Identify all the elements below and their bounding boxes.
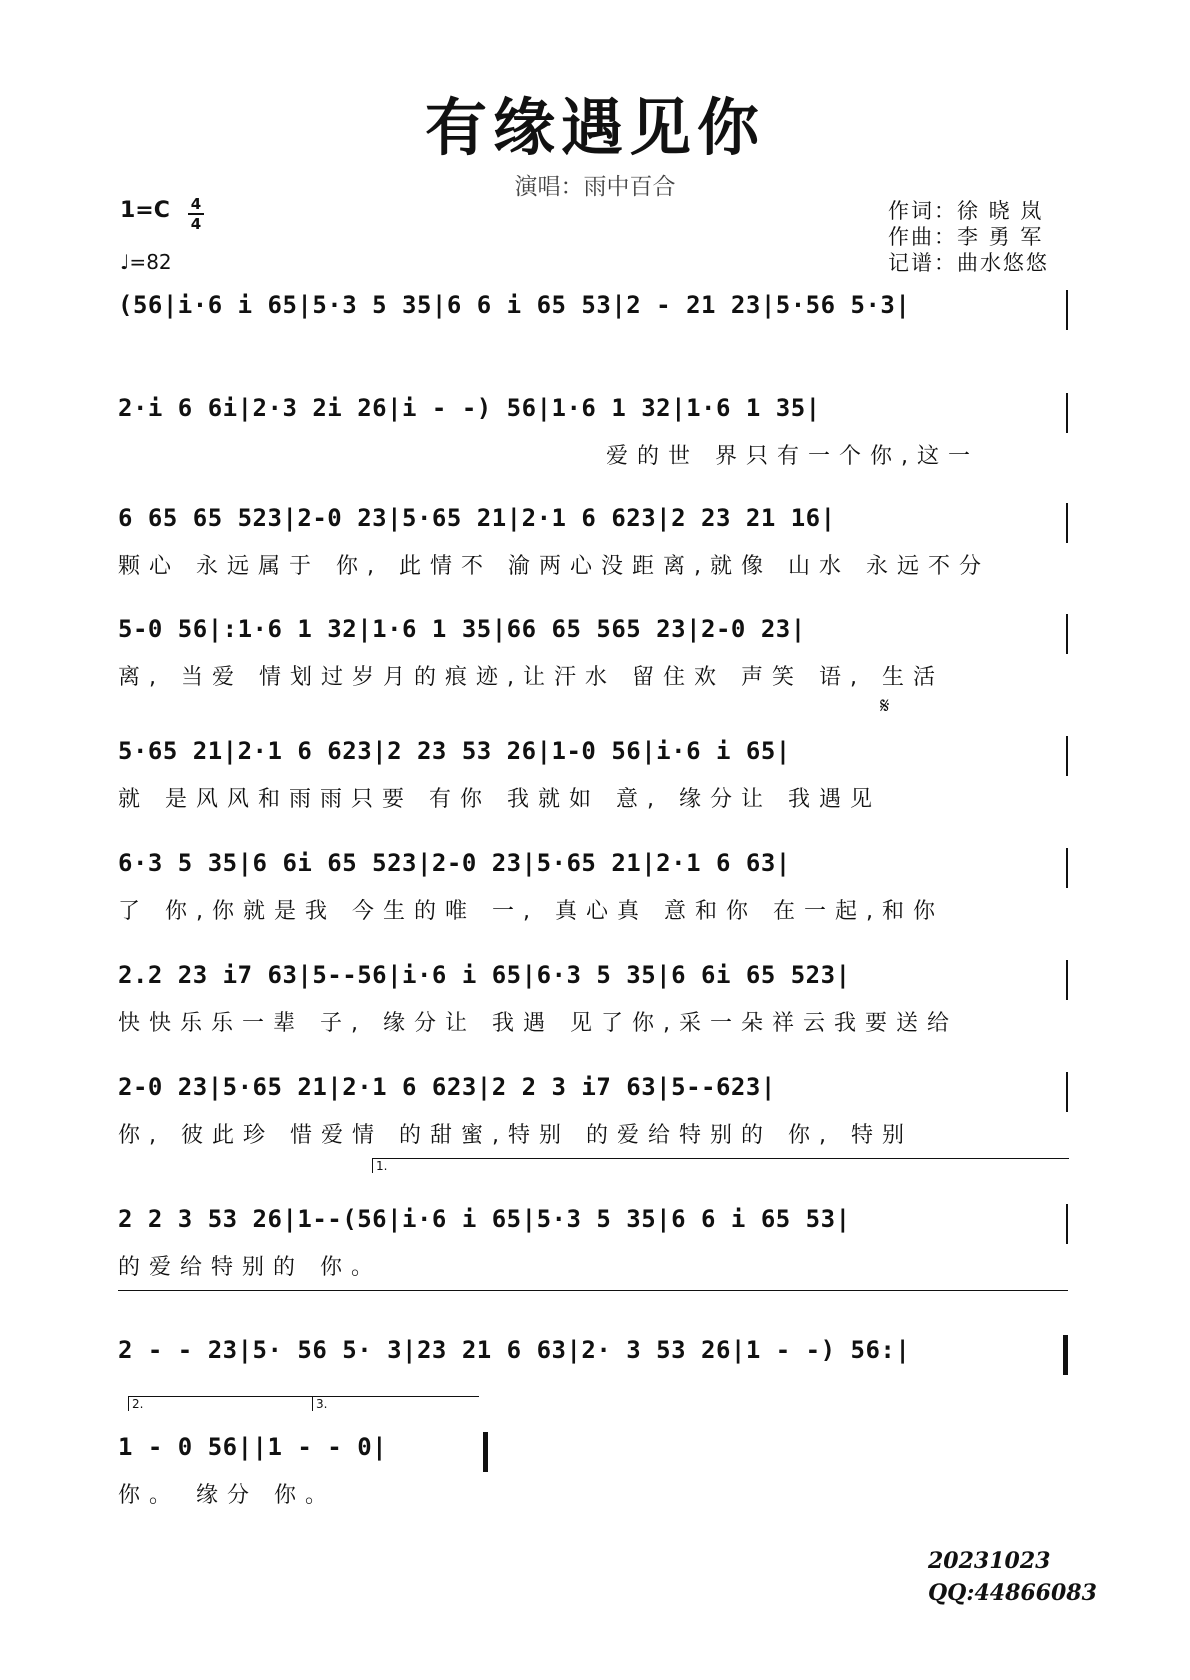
volta-bracket: 1. — [372, 1158, 1069, 1173]
barline — [1066, 503, 1068, 543]
lyrics-line: 你, 彼此珍 惜爱情 的甜蜜,特别 的爱给特别的 你, 特别 — [118, 1123, 913, 1148]
time-signature — [188, 196, 204, 232]
notation-line: 2 2 3 53 26|1--(56|i·6 i 65|5·3 5 35|6 6 i 65 53| — [118, 1205, 851, 1233]
lyrics-line: 快快乐乐一辈 子, 缘分让 我遇 见了你,采一朵祥云我要送给 — [118, 1011, 958, 1036]
barline — [1066, 960, 1068, 1000]
lyrics-line: 就 是风风和雨雨只要 有你 我就如 意, 缘分让 我遇见 — [118, 787, 881, 812]
segno-sign: 𝄋 — [880, 694, 890, 719]
notation-line: (56|i·6 i 65|5·3 5 35|6 6 i 65 53|2 - 21 23|5·56 5·3| — [118, 291, 911, 319]
barline — [1066, 848, 1068, 888]
notation-line: 2-0 23|5·65 21|2·1 6 623|2 2 3 i7 63|5--623| — [118, 1073, 776, 1101]
notation-line: 2.2 23 i7 63|5--56|i·6 i 65|6·3 5 35|6 6i 65 523| — [118, 961, 851, 989]
lyrics-line: 爱的世 界只有一个你,这一 — [606, 444, 979, 469]
barline — [1066, 290, 1068, 330]
key-signature: 1=C — [120, 198, 170, 223]
notation-line: 5·65 21|2·1 6 623|2 23 53 26|1-0 56|i·6 i 65| — [118, 737, 791, 765]
composer-credit: 作曲：李 勇 军 — [888, 225, 1044, 249]
lyrics-line: 颗心 永远属于 你, 此情不 渝两心没距离,就像 山水 永远不分 — [118, 554, 990, 579]
notation-line: 2 - - 23|5· 56 5· 3|23 21 6 63|2· 3 53 26|1 - -) 56:| — [118, 1336, 911, 1364]
page-title: 有缘遇见你 — [424, 91, 765, 164]
volta-bracket: 3. — [312, 1396, 479, 1411]
lyrics-line: 离, 当爱 情划过岁月的痕迹,让汗水 留住欢 声笑 语, 生活 — [118, 665, 944, 690]
tempo-marking: ♩=82 — [120, 250, 172, 274]
footer — [928, 1545, 1097, 1609]
barline — [1066, 1072, 1068, 1112]
footer-qq: QQ:44866083 — [928, 1580, 1097, 1606]
lyricist-credit: 作词：徐 晓 岚 — [888, 199, 1044, 223]
barline — [1066, 1204, 1068, 1244]
notation-line: 2·i 6 6i|2·3 2i 26|i - -) 56|1·6 1 32|1·6 1 35| — [118, 394, 821, 422]
volta-bracket: 2. — [128, 1396, 312, 1411]
time-signature-bottom: 4 — [190, 215, 202, 233]
barline — [1066, 736, 1068, 776]
notation-line: 1 - 0 56||1 - - 0| — [118, 1433, 388, 1461]
credits — [888, 198, 1049, 276]
barline — [1066, 614, 1068, 654]
notation-line: 6 65 65 523|2-0 23|5·65 21|2·1 6 623|2 23 21 16| — [118, 504, 836, 532]
transcriber-credit: 记谱：曲水悠悠 — [888, 251, 1049, 275]
notation-line: 6·3 5 35|6 6i 65 523|2-0 23|5·65 21|2·1 6 63| — [118, 849, 791, 877]
lyrics-line: 你。 缘分 你。 — [118, 1483, 336, 1508]
barline — [1066, 393, 1068, 433]
notation-line: 5-0 56|:1·6 1 32|1·6 1 35|66 65 565 23|2-0 23| — [118, 615, 806, 643]
footer-date: 20231023 — [928, 1548, 1051, 1574]
repeat-barline — [1063, 1335, 1068, 1375]
volta-line — [118, 1290, 1068, 1291]
singer-credit: 演唱：雨中百合 — [514, 174, 676, 200]
final-barline — [483, 1432, 488, 1472]
time-signature-top: 4 — [190, 195, 202, 213]
lyrics-line: 的爱给特别的 你。 — [118, 1255, 382, 1280]
lyrics-line: 了 你,你就是我 今生的唯 一, 真心真 意和你 在一起,和你 — [118, 899, 944, 924]
